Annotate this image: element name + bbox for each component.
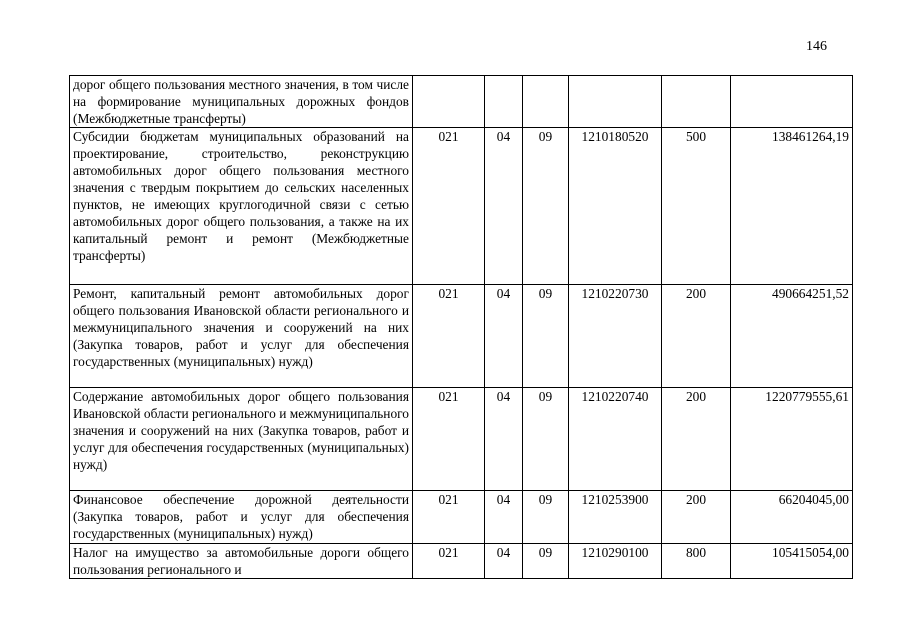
budget-table [69,75,853,579]
subsection-code: 09 [523,491,569,544]
ministry-code: 021 [413,388,485,491]
section-code: 04 [485,491,523,544]
ministry-code: 021 [413,128,485,285]
row-description: Субсидии бюджетам муниципальных образований на проектирование, строительство, реконструкцию автомобильных дорог общего пользования местного значения с твердым покрытием до сельских населенных пунктов, не имеющих круглогодичной связи с сетью автомобильных дорог общего пользования, а также на их капитальный ремонт и ремонт (Межбюджетные трансферты) [70,128,413,285]
amount-value: 138461264,19 [731,128,853,285]
row-description: дорог общего пользования местного значения, в том числе на формирование муниципальных дорожных фондов (Межбюджетные трансферты) [70,76,413,128]
row-description: Финансовое обеспечение дорожной деятельности (Закупка товаров, работ и услуг для обеспечения государственных (муниципальных) нужд) [70,491,413,544]
row-description: Налог на имущество за автомобильные дороги общего пользования регионального и [70,544,413,579]
subsection-code: 09 [523,544,569,579]
amount-value: 490664251,52 [731,285,853,388]
section-code: 04 [485,388,523,491]
amount-value: 105415054,00 [731,544,853,579]
section-code: 04 [485,128,523,285]
table-row [70,388,853,491]
ministry-code [413,76,485,128]
target-article-code: 1210253900 [569,491,662,544]
expense-type-code [662,76,731,128]
subsection-code: 09 [523,285,569,388]
target-article-code: 1210220740 [569,388,662,491]
expense-type-code: 500 [662,128,731,285]
table-row [70,544,853,579]
table-row [70,76,853,128]
section-code [485,76,523,128]
table-row [70,285,853,388]
amount-value [731,76,853,128]
target-article-code: 1210290100 [569,544,662,579]
target-article-code: 1210180520 [569,128,662,285]
amount-value: 66204045,00 [731,491,853,544]
expense-type-code: 200 [662,285,731,388]
section-code: 04 [485,285,523,388]
amount-value: 1220779555,61 [731,388,853,491]
table-row [70,491,853,544]
ministry-code: 021 [413,285,485,388]
subsection-code: 09 [523,128,569,285]
row-description: Ремонт, капитальный ремонт автомобильных дорог общего пользования Ивановской области регионального и межмуниципального значения и сооружений на них (Закупка товаров, работ и услуг для обеспечения государственных (муниципальных) нужд) [70,285,413,388]
subsection-code: 09 [523,388,569,491]
subsection-code [523,76,569,128]
ministry-code: 021 [413,491,485,544]
expense-type-code: 800 [662,544,731,579]
expense-type-code: 200 [662,491,731,544]
target-article-code [569,76,662,128]
row-description: Содержание автомобильных дорог общего пользования Ивановской области регионального и межмуниципального значения и сооружений на них (Закупка товаров, работ и услуг для обеспечения государственных (муниципальных) нужд) [70,388,413,491]
expense-type-code: 200 [662,388,731,491]
ministry-code: 021 [413,544,485,579]
target-article-code: 1210220730 [569,285,662,388]
page-number: 146 [806,39,827,54]
section-code: 04 [485,544,523,579]
table-row [70,128,853,285]
